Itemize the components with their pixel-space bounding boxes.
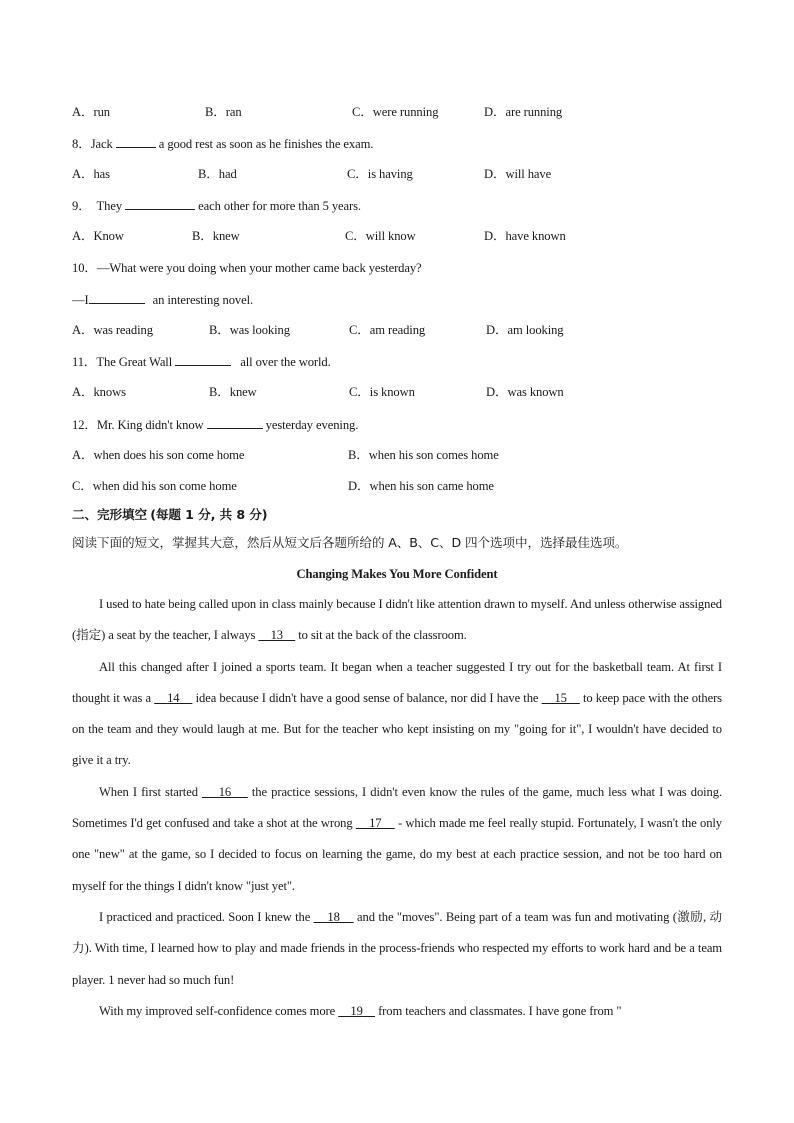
q8-option-b: B．had: [198, 167, 237, 181]
passage-text: from teachers and classmates. I have gone from ": [375, 1003, 622, 1018]
q9-option-b: B．knew: [192, 229, 240, 243]
q8-option-a: A．has: [72, 167, 110, 181]
passage-text: When I first started: [99, 784, 203, 799]
q12-blank: [207, 416, 263, 429]
q12-stem: [72, 416, 358, 433]
q9-option-c: C．will know: [345, 229, 416, 243]
q9-stem: [72, 197, 361, 214]
gap-19-number: 19: [350, 1003, 363, 1018]
gap-14: [154, 691, 192, 705]
gap-14-number: 14: [167, 690, 180, 705]
q9-blank: [125, 197, 195, 210]
section2-heading-label: 二、完形填空: [72, 507, 147, 522]
q8-option-d: D．will have: [484, 167, 552, 181]
q12-option-b: B．when his son comes home: [348, 448, 499, 462]
passage-text: I used to hate being called upon in class mainly because I didn't like attention drawn to myself. And unless otherwise assigned (指定) a seat by the teacher, I always: [72, 597, 722, 643]
passage-text: the practice sessions, I didn't even know the rules of the game, much less what I was doing. Sometimes I'd get confused and take a shot at the wrong: [72, 784, 722, 831]
q11-stem-end: all over the world.: [240, 355, 331, 369]
passage-paragraph-5: [72, 996, 722, 1027]
q12-option-d: D．when his son came home: [348, 479, 494, 493]
gap-16: [202, 785, 248, 799]
passage-title: Changing Makes You More Confident: [296, 567, 498, 581]
passage-text: idea because I didn't have a good sense of balance, nor did I have the: [192, 690, 542, 705]
section2-heading: [72, 507, 267, 523]
q8-stem-end: a good rest as soon as he finishes the exam.: [158, 137, 374, 151]
q7-option-c: C．were running: [352, 105, 439, 119]
q8-blank: [116, 135, 156, 148]
q12-option-c: C．when did his son come home: [72, 479, 237, 493]
passage-text: I practiced and practiced. Soon I knew the: [99, 909, 314, 924]
q10-reply: [72, 291, 253, 308]
passage-text: All this changed after I joined a sports team. It began when a teacher suggested I try out for the basketball team. At first I thought it was a: [72, 659, 722, 705]
q7-option-b: B．ran: [205, 105, 242, 119]
q12-stem-start: 12．Mr. King didn't know: [72, 418, 204, 432]
passage-paragraph-2: [72, 652, 722, 777]
q10-option-c: C．am reading: [349, 323, 426, 337]
gap-18: [314, 910, 354, 924]
q11-blank: [175, 353, 231, 366]
passage-body: [72, 589, 722, 1027]
q8-option-c: C．is having: [347, 167, 413, 181]
gap-13-number: 13: [270, 628, 283, 643]
q11-stem: [72, 353, 331, 370]
passage-text: to sit at the back of the classroom.: [295, 628, 467, 643]
q8-stem: [72, 135, 373, 152]
passage-paragraph-4: [72, 902, 722, 996]
q10-stem: 10．—What were you doing when your mother came back yesterday?: [72, 261, 422, 275]
section2-heading-score: (每题 1 分, 共 8 分): [150, 507, 268, 522]
q11-option-b: B．knew: [209, 385, 257, 399]
q10-blank: [89, 291, 145, 304]
q10-option-d: D．am looking: [486, 323, 564, 337]
q11-option-c: C．is known: [349, 385, 415, 399]
passage-text: With my improved self-confidence comes more: [99, 1003, 339, 1018]
q11-option-d: D．was known: [486, 385, 564, 399]
q9-option-a: A．Know: [72, 229, 124, 243]
passage-paragraph-3: [72, 777, 722, 902]
gap-15-number: 15: [554, 690, 567, 705]
q10-option-b: B．was looking: [209, 323, 290, 337]
q12-option-a: A．when does his son come home: [72, 448, 245, 462]
gap-15: [542, 691, 580, 705]
gap-16-number: 16: [218, 784, 232, 799]
gap-17: [356, 816, 395, 830]
q10-reply-start: —I: [72, 293, 89, 307]
gap-18-number: 18: [327, 909, 340, 924]
q10-reply-end: an interesting novel.: [152, 293, 254, 307]
gap-19: [338, 1004, 375, 1018]
q7-option-d: D．are running: [484, 105, 563, 119]
gap-17-number: 17: [369, 816, 382, 831]
gap-13: [258, 628, 295, 642]
passage-text: and the "moves". Being part of a team was fun and motivating (激励, 动力). With time, I learned how to play and made friends in the process-friends who respected my efforts to work hard and be a team player. 1 never had so much fun!: [72, 909, 722, 987]
passage-text: to keep pace with the others on the team and they would laugh at me. But for the teacher who kept insisting on my "going for it", I wouldn't have decided to give it a try.: [72, 690, 722, 768]
passage-paragraph-1: [72, 589, 722, 652]
q8-stem-start: 8．Jack: [72, 137, 113, 151]
q7-option-a: A．run: [72, 105, 110, 119]
passage-text: - which made me feel really stupid. Fortunately, I wasn't the only one "new" at the game, so I decided to focus on learning the game, do my best at each practice session, and not be too hard on myself for the things I didn't know "just yet".: [72, 816, 723, 893]
q10-option-a: A．was reading: [72, 323, 153, 337]
q9-stem-end: each other for more than 5 years.: [198, 199, 361, 213]
q9-stem-start: 9． They: [72, 199, 123, 213]
q11-option-a: A．knows: [72, 385, 126, 399]
section2-instruction: 阅读下面的短文，掌握其大意，然后从短文后各题所给的 A、B、C、D 四个选项中，选择最佳选项。: [72, 535, 628, 550]
q12-stem-end: yesterday evening.: [265, 418, 359, 432]
q11-stem-start: 11．The Great Wall: [72, 355, 173, 369]
q9-option-d: D．have known: [484, 229, 566, 243]
